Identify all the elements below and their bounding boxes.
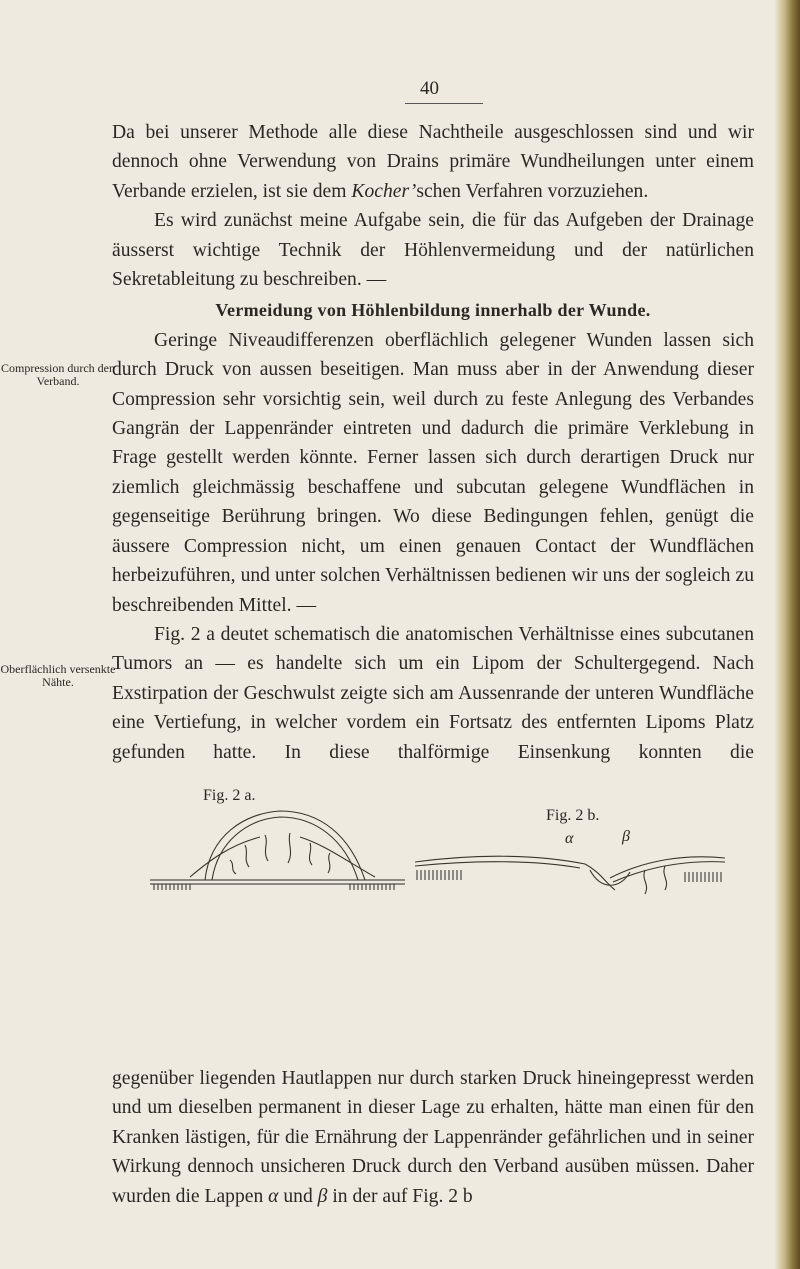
fig-2b-illustration <box>415 850 725 912</box>
fig-2b-alpha-label: α <box>565 830 574 847</box>
margin-note-naehte: Oberflächlich versenkte Nähte. <box>0 662 116 689</box>
text-block-lower <box>112 1064 754 1211</box>
page-number-rule <box>405 103 483 104</box>
book-edge <box>774 0 800 1269</box>
paragraph-4: Fig. 2 a deutet schematisch die anatomischen Verhältnisse eines subcutanen Tumors an — es handelte sich um ein Lipom der Schultergegend. Nach Exstirpation der Geschwulst zeigte sich am Aussenrande der unteren Wundfläche eine Vertiefung, in welcher vordem ein Fortsatz des entfernten Lipoms Platz gefunden hatte. In diese thalförmige Einsenkung konnten die <box>112 623 754 763</box>
margin-note-compression: Compression durch den Verband. <box>1 361 115 388</box>
paragraph-1: Da bei unserer Methode alle diese Nachtheile ausgeschlossen sind und wir dennoch ohne Verwendung von Drains primäre Wundheilungen unter einem Verbande erzielen, ist sie dem Kocher’schen Verfahren vorzuziehen. <box>112 122 754 202</box>
fig-2a-illustration <box>150 805 405 890</box>
author-name: Kocher’ <box>351 180 417 202</box>
page-number: 40 <box>420 78 439 99</box>
paragraph-2: Es wird zunächst meine Aufgabe sein, die für das Aufgeben der Drainage äusserst wichtige Technik der Höhlenvermeidung und der natürlichen Sekretableitung zu beschreiben. — <box>112 210 754 291</box>
section-heading: Vermeidung von Höhlenbildung innerhalb der Wunde. <box>215 300 651 321</box>
paragraph-3: Geringe Niveaudifferenzen oberflächlich gelegener Wunden lassen sich durch Druck von aussen beseitigen. Man muss aber in der Anwendung dieser Compression sehr vorsichtig sein, weil durch zu feste Anlegung des Verbandes Gangrän der Lappenränder eintreten und dadurch die primäre Verklebung in Frage gestellt werden könnte. Ferner lassen sich durch derartigen Druck nur ziemlich gleichmässig beschaffene und subcutan gelegene Wundflächen in gegenseitige Berührung bringen. Wo diese Bedingungen fehlen, genügt die äussere Compression nicht, um einen genauen Contact der Wundflächen herbeizuführen, und unter solchen Verhältnissen bedienen wir uns der sogleich zu beschreibenden Mittel. — <box>112 329 754 616</box>
text-block-upper <box>112 118 754 767</box>
fig-2a-label: Fig. 2 a. <box>203 787 256 804</box>
paragraph-5: gegenüber liegenden Hautlappen nur durch starken Druck hineingepresst werden und um dieselben permanent in dieser Lage zu erhalten, hätte man einen für den Kranken lästigen, für die Ernährung der Lappenränder gefährlichen und in seiner Wirkung dennoch unsicheren Druck durch den Verband ausüben müssen. Daher wurden die Lappen α und β in der auf Fig. 2 b <box>112 1068 754 1207</box>
fig-2b-beta-label: β <box>622 828 630 845</box>
fig-2b-label: Fig. 2 b. <box>546 807 600 824</box>
